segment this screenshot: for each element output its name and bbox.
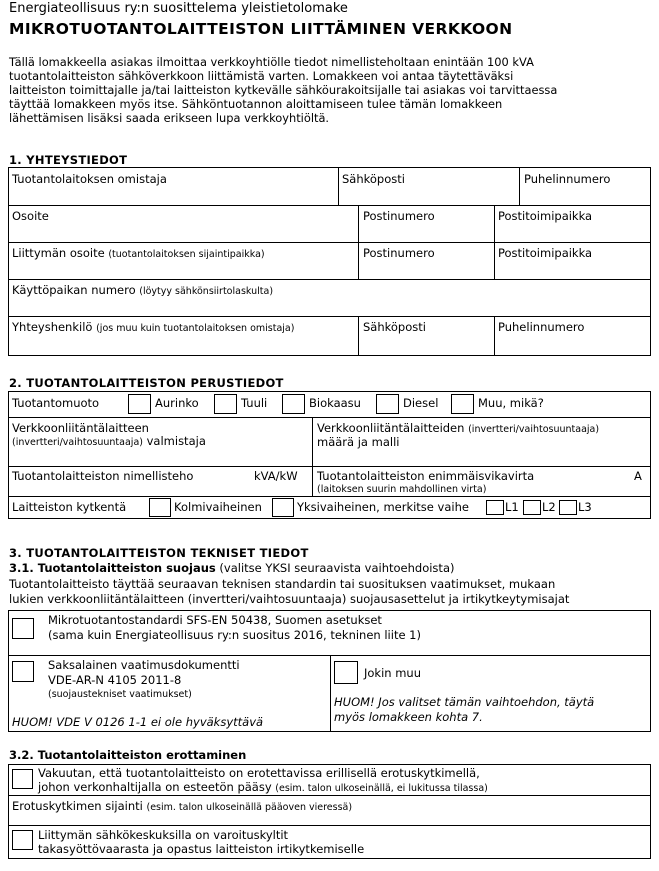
single-phase-checkbox[interactable] xyxy=(272,498,294,517)
diesel-checkbox[interactable] xyxy=(376,394,399,414)
phone-field-2[interactable]: Puhelinnumero xyxy=(498,320,585,334)
warning-sign-line1: Liittymän sähkökeskuksilla on varoituskyltit xyxy=(38,828,289,842)
option2-line1: Saksalainen vaatimusdokumentti xyxy=(48,658,240,672)
owner-field[interactable]: Tuotantolaitoksen omistaja xyxy=(12,172,167,186)
option3-warning-line2: myös lomakkeen kohta 7. xyxy=(334,710,483,724)
section2-title: 2. TUOTANTOLAITTEISTON PERUSTIEDOT xyxy=(9,376,284,390)
usage-place-label: Käyttöpaikan numero xyxy=(12,283,136,297)
biogas-checkbox[interactable] xyxy=(282,394,305,414)
other-label: Muu, mikä? xyxy=(478,396,544,410)
usage-place-note: (löytyy sähkönsiirtolaskulta) xyxy=(139,286,274,297)
option1-line2: (sama kuin Energiateollisuus ry:n suositus 2016, tekninen liite 1) xyxy=(48,628,421,642)
connection-type-label: Laitteiston kytkentä xyxy=(12,500,127,514)
intro-line: lähettämisen lisäksi saada erikseen lupa verkkoyhtiöltä. xyxy=(9,111,330,125)
email-field-2[interactable]: Sähköposti xyxy=(363,320,426,334)
other-checkbox[interactable] xyxy=(451,394,474,414)
other-standard-checkbox[interactable] xyxy=(334,661,358,684)
three-phase-label: Kolmivaiheinen xyxy=(174,500,262,514)
phone-field[interactable]: Puhelinnumero xyxy=(524,172,611,186)
subsection-3-1-text-1: Tuotantolaitteisto täyttää seuraavan teknisen standardin tai suosituksen vaatimukset, mukaan xyxy=(9,577,556,591)
separation-line2 xyxy=(38,781,488,795)
intro-line: Tällä lomakkeella asiakas ilmoittaa verkkoyhtiölle tiedot nimellisteholtaan enintään 100 kVA xyxy=(9,55,534,69)
subsection-3-1-title: 3.1. Tuotantolaitteiston suojaus xyxy=(9,561,216,575)
address-field[interactable]: Osoite xyxy=(12,209,49,223)
section3-title: 3. TUOTANTOLAITTEISTON TEKNISET TIEDOT xyxy=(9,546,309,560)
max-fault-unit: A xyxy=(634,469,642,483)
nominal-power-label: Tuotantolaitteiston nimellisteho xyxy=(12,469,194,483)
sfs-en-50438-checkbox[interactable] xyxy=(12,618,34,639)
l2-checkbox[interactable] xyxy=(523,500,541,515)
switch-location-note: (esim. talon ulkoseinällä pääoven vieressä) xyxy=(146,802,353,813)
inverter-manufacturer-label: Verkkoonliitäntälaitteen xyxy=(12,421,149,435)
subsection-3-1-note: (valitse YKSI seuraavista vaihtoehdoista) xyxy=(219,561,455,575)
vde-ar-n-4105-checkbox[interactable] xyxy=(12,661,34,682)
postal-code-field-2[interactable]: Postinumero xyxy=(363,246,435,260)
nominal-power-unit: kVA/kW xyxy=(254,469,298,483)
wind-checkbox[interactable] xyxy=(214,394,237,414)
inverter-count-field[interactable] xyxy=(317,422,599,449)
option2-warning: HUOM! VDE V 0126 1-1 ei ole hyväksyttävä xyxy=(12,715,264,729)
intro-line: tuotantolaitteiston sähköverkkoon liittämistä varten. Lomakkeen voi antaa täytettäväksi xyxy=(9,69,514,83)
biogas-label: Biokaasu xyxy=(309,396,361,410)
solar-checkbox[interactable] xyxy=(128,394,151,414)
l3-label: L3 xyxy=(578,500,592,514)
usage-place-field[interactable] xyxy=(12,284,273,298)
inverter-count-tail: määrä ja malli xyxy=(317,435,400,449)
diesel-label: Diesel xyxy=(403,396,439,410)
switch-location-field[interactable] xyxy=(12,800,352,814)
max-fault-note: (laitoksen suurin mahdollinen virta) xyxy=(317,484,487,495)
postal-area-field[interactable]: Postitoimipaikka xyxy=(498,209,593,223)
connection-address-note: (tuotantolaitoksen sijaintipaikka) xyxy=(108,249,265,260)
intro-line: täyttää lomakkeen myös itse. Sähköntuotannon aloittamiseen tulee tämän lomakkeen xyxy=(9,97,503,111)
contact-person-field[interactable] xyxy=(12,321,294,335)
solar-label: Aurinko xyxy=(155,396,199,410)
separation-switch-checkbox[interactable] xyxy=(12,769,33,789)
warning-sign-line2: takasyöttövaarasta ja opastus laitteiston irtikytkemiselle xyxy=(38,842,365,856)
option2-line2: VDE-AR-N 4105 2011-8 xyxy=(48,673,182,687)
option2-line3: (suojaustekniset vaatimukset) xyxy=(48,689,192,700)
separation-note: (esim. talon ulkoseinällä, ei lukitussa tilassa) xyxy=(275,783,488,794)
max-fault-label: Tuotantolaitteiston enimmäisvikavirta xyxy=(317,469,535,483)
l3-checkbox[interactable] xyxy=(559,500,577,515)
subsection-3-1-text-2: lukien verkkoonliitäntälaitteen (invertteri/vaihtosuuntaaja) suojausasettelut ja irtikytkeytymisajat xyxy=(9,592,570,606)
inverter-manufacturer-tail: valmistaja xyxy=(146,434,206,448)
production-form-label: Tuotantomuoto xyxy=(12,396,100,410)
option3-label: Jokin muu xyxy=(364,666,422,680)
wind-label: Tuuli xyxy=(241,396,268,410)
section1-title: 1. YHTEYSTIEDOT xyxy=(9,153,128,167)
inverter-count-note: (invertteri/vaihtosuuntaaja) xyxy=(468,424,600,435)
intro-paragraph xyxy=(9,55,649,125)
inverter-count-label: Verkkoonliitäntälaitteiden xyxy=(317,421,465,435)
intro-line: laitteiston toimittajalle ja/tai laitteiston kytkevälle sähköurakoitsijalle tai asiakas voi tarvittaessa xyxy=(9,83,558,97)
single-phase-label: Yksivaiheinen, merkitse vaihe xyxy=(297,500,469,514)
connection-address-field[interactable] xyxy=(12,247,265,261)
switch-location-label: Erotuskytkimen sijainti xyxy=(12,799,143,813)
contact-person-label: Yhteyshenkilö xyxy=(12,320,93,334)
subsection-3-2-title: 3.2. Tuotantolaitteiston erottaminen xyxy=(9,748,247,762)
subsection-3-1-heading xyxy=(9,562,454,575)
inverter-manufacturer-note: (invertteri/vaihtosuuntaaja) xyxy=(12,437,143,448)
email-field[interactable]: Sähköposti xyxy=(342,172,405,186)
three-phase-checkbox[interactable] xyxy=(149,498,171,517)
organization-line: Energiateollisuus ry:n suosittelema yleistietolomake xyxy=(9,1,348,16)
contact-person-note: (jos muu kuin tuotantolaitoksen omistaja) xyxy=(96,323,295,334)
postal-code-field[interactable]: Postinumero xyxy=(363,209,435,223)
form-title: MIKROTUOTANTOLAITTEISTON LIITTÄMINEN VERKKOON xyxy=(9,20,513,38)
l1-checkbox[interactable] xyxy=(486,500,504,515)
postal-area-field-2[interactable]: Postitoimipaikka xyxy=(498,246,593,260)
separation-line2-text: johon verkonhaltijalla on esteetön pääsy xyxy=(38,780,272,794)
l1-label: L1 xyxy=(505,500,519,514)
separation-line1: Vakuutan, että tuotantolaitteisto on erotettavissa erillisellä erotuskytkimellä, xyxy=(38,766,480,780)
connection-address-label: Liittymän osoite xyxy=(12,246,105,260)
warning-sign-checkbox[interactable] xyxy=(12,830,33,850)
l2-label: L2 xyxy=(542,500,556,514)
option3-warning-line1: HUOM! Jos valitset tämän vaihtoehdon, täytä xyxy=(334,695,595,709)
inverter-manufacturer-field[interactable] xyxy=(12,422,206,449)
option1-line1: Mikrotuotantostandardi SFS-EN 50438, Suomen asetukset xyxy=(48,613,382,627)
